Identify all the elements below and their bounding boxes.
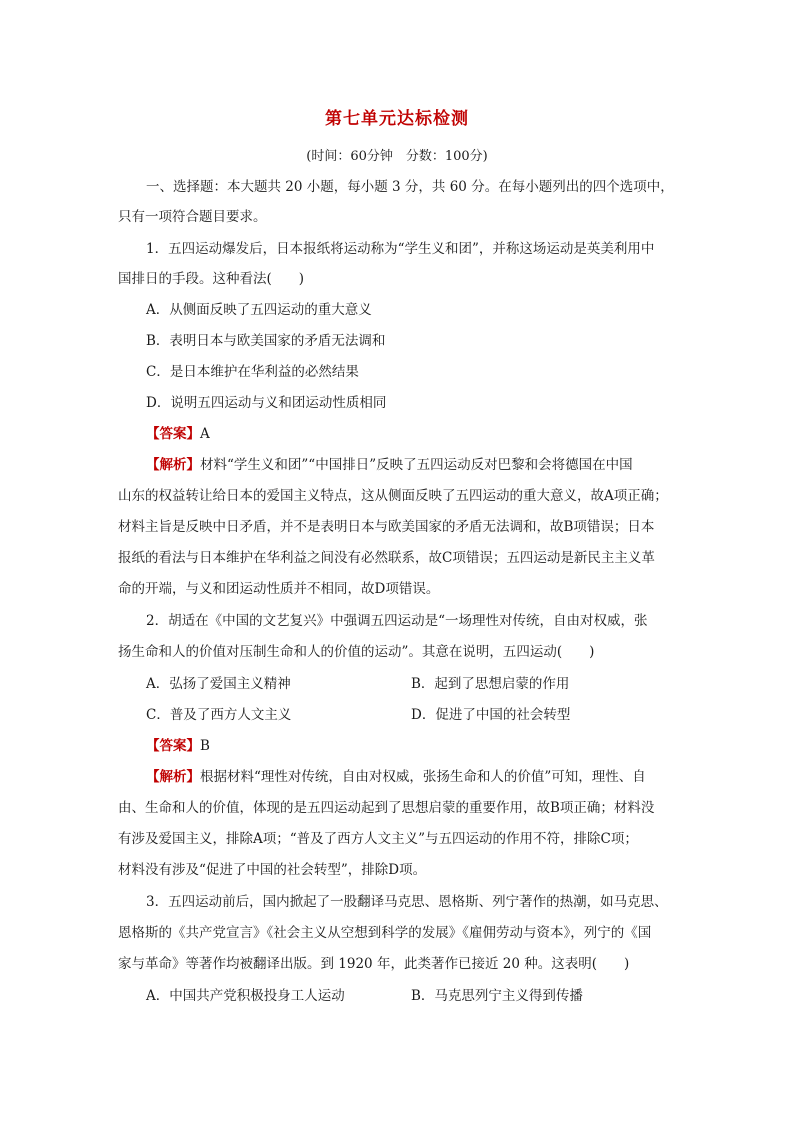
q2-analysis-line-3: 有涉及爱国主义，排除A项；“普及了西方人文主义”与五四运动的作用不符，排除C项； <box>118 831 638 847</box>
q1-answer-value: A <box>200 426 210 442</box>
page-title: 第七单元达标检测 <box>325 109 469 129</box>
section-heading-line-1: 一、选择题：本大题共 20 小题，每小题 3 分，共 60 分。在每小题列出的四个选项中， <box>146 179 674 195</box>
page-subtitle: (时间：60分钟 分数：100分) <box>306 149 488 164</box>
q2-stem-line-2: 扬生命和人的价值对压制生命和人的价值的运动”。其意在说明，五四运动( ) <box>118 644 595 660</box>
q1-analysis-line-2: 山东的权益转让给日本的爱国主义特点，这从侧面反映了五四运动的重大意义，故A项正确； <box>118 488 668 504</box>
q2-analysis-label: 【解析】 <box>146 769 200 785</box>
q2-option-c: C．普及了西方人文主义 <box>146 707 292 723</box>
q1-answer-label: 【答案】 <box>146 426 200 442</box>
q1-stem-line-1: 1．五四运动爆发后，日本报纸将运动称为“学生义和团”，并称这场运动是英美利用中 <box>146 241 655 257</box>
q1-option-d: D．说明五四运动与义和团运动性质相同 <box>146 395 387 411</box>
q3-stem-line-1: 3．五四运动前后，国内掀起了一股翻译马克思、恩格斯、列宁著作的热潮，如马克思、 <box>146 894 668 910</box>
q2-answer-value: B <box>200 738 210 754</box>
q2-stem-line-1: 2．胡适在《中国的文艺复兴》中强调五四运动是“一场理性对传统，自由对权威，张 <box>146 613 648 629</box>
q1-answer <box>146 423 210 445</box>
q1-analysis-line-3: 材料主旨是反映中日矛盾，并不是表明日本与欧美国家的矛盾无法调和，故B项错误；日本 <box>118 519 655 535</box>
q2-analysis-line-4: 材料没有涉及“促进了中国的社会转型”，排除D项。 <box>118 862 427 878</box>
q2-analysis-line-2: 由、生命和人的价值，体现的是五四运动起到了思想启蒙的重要作用，故B项正确；材料没 <box>118 800 655 816</box>
q3-option-b: B．马克思列宁主义得到传播 <box>411 988 583 1004</box>
q1-option-b: B．表明日本与欧美国家的矛盾无法调和 <box>146 333 386 349</box>
q2-analysis-line-1 <box>146 766 684 788</box>
q2-analysis-text-1: 根据材料“理性对传统，自由对权威，张扬生命和人的价值”可知，理性、自 <box>200 769 646 785</box>
q1-stem-line-2: 国排日的手段。这种看法( ) <box>118 271 305 287</box>
q2-answer <box>146 735 210 757</box>
q1-option-a: A．从侧面反映了五四运动的重大意义 <box>146 302 372 318</box>
q2-option-b: B．起到了思想启蒙的作用 <box>411 676 570 692</box>
q3-stem-line-2: 恩格斯的《共产党宣言》《社会主义从空想到科学的发展》《雇佣劳动与资本》，列宁的《国 <box>118 925 652 941</box>
q1-analysis-label: 【解析】 <box>146 457 200 473</box>
q3-option-a: A．中国共产党积极投身工人运动 <box>146 988 345 1004</box>
q1-analysis-line-4: 报纸的看法与日本维护在华利益之间没有必然联系，故C项错误；五四运动是新民主主义革 <box>118 550 655 566</box>
q2-option-a: A．弘扬了爱国主义精神 <box>146 676 291 692</box>
q1-analysis-text-1: 材料“学生义和团”“中国排日”反映了五四运动反对巴黎和会将德国在中国 <box>200 457 633 473</box>
q1-analysis-line-1 <box>146 454 684 476</box>
q1-option-c: C．是日本维护在华利益的必然结果 <box>146 364 359 380</box>
q1-analysis-line-5: 命的开端，与义和团运动性质并不相同，故D项错误。 <box>118 581 440 597</box>
q2-answer-label: 【答案】 <box>146 738 200 754</box>
q3-stem-line-3: 家与革命》等著作均被翻译出版。到 1920 年，此类著作已接近 20 种。这表明( ) <box>118 956 630 972</box>
section-heading-line-2: 只有一项符合题目要求。 <box>118 209 267 225</box>
q2-option-d: D．促进了中国的社会转型 <box>411 707 571 723</box>
